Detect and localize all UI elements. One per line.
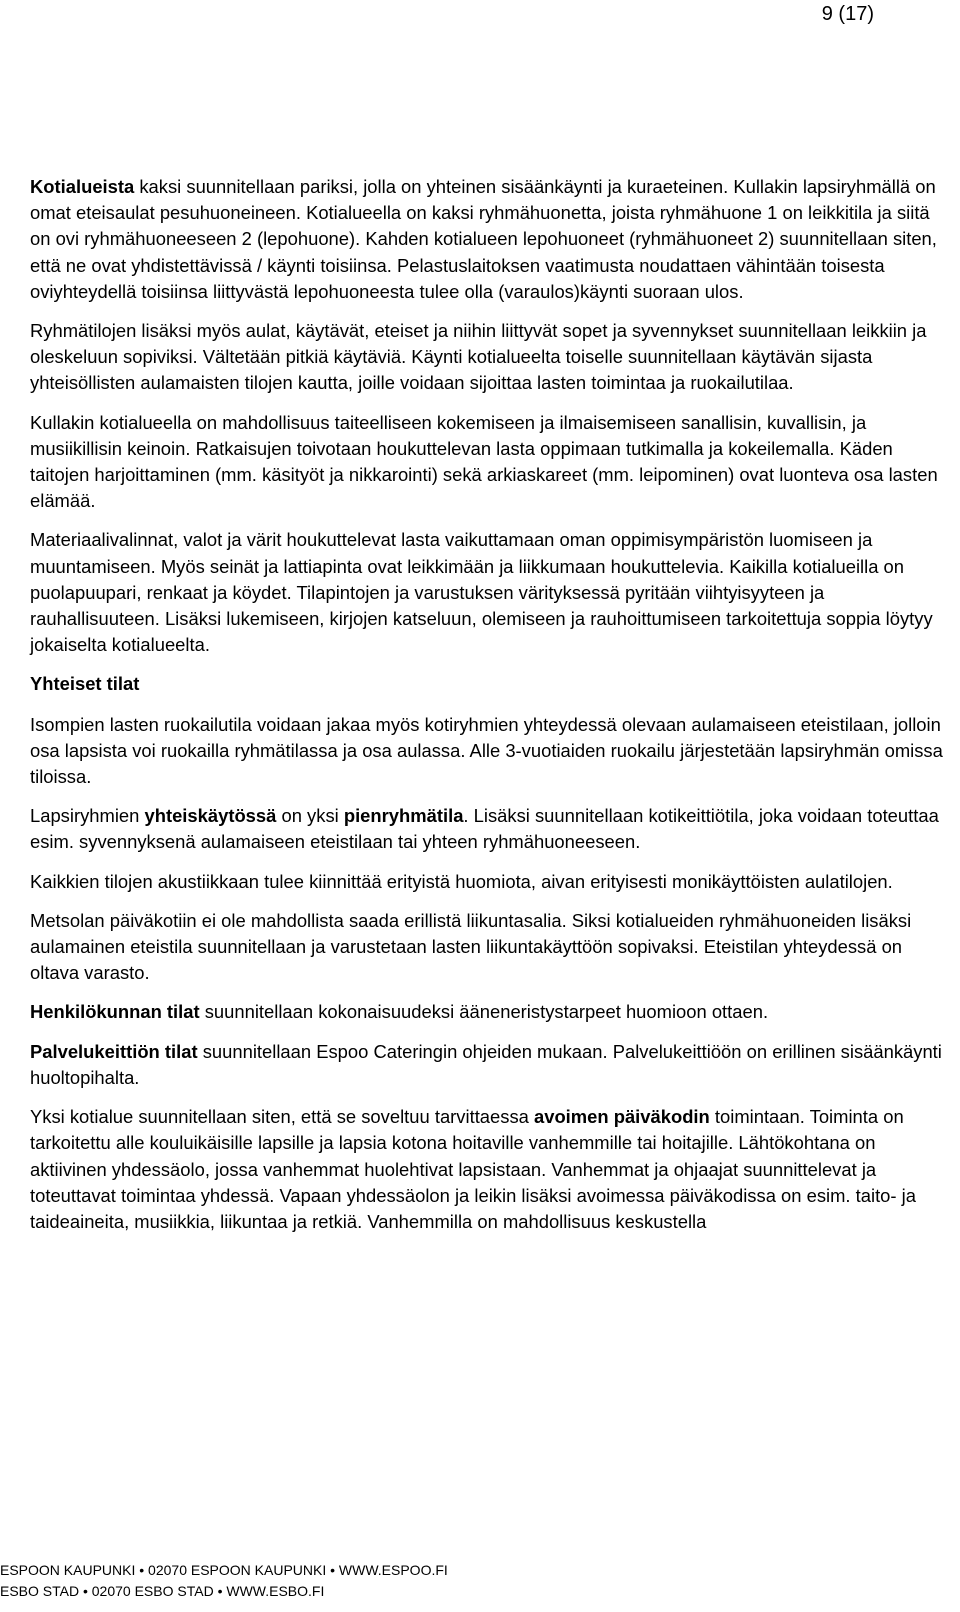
- paragraph-liikuntatila: [30, 908, 945, 987]
- paragraph-text: kaksi suunnitellaan pariksi, jolla on yhteinen sisäänkäynti ja kuraeteinen. Kullakin lapsiryhmällä on omat eteisaulat pesuhuoneineen. Kotialueella on kaksi ryhmähuonetta, joista ryhmähuone 1 on leikkitila ja siitä on ovi ryhmähuoneeseen 2 (lepohuone). Kahden kotialueen lepohuoneet (ryhmähuoneet 2) suunnitellaan siten, että ne ovat yhdistettävissä / käynti toisiinsa. Pelastuslaitoksen vaatimusta noudattaen vähintään toisesta oviyhteydellä toisiinsa liittyvästä lepohuoneesta tulee olla (varaulos)käynti suoraan ulos.: [30, 176, 937, 302]
- paragraph-text: suunnitellaan Espoo Cateringin ohjeiden mukaan. Palvelukeittiöön on erillinen sisäänkäynti huoltopihalta.: [30, 1040, 942, 1088]
- paragraph-text: Isompien lasten ruokailutila voidaan jakaa myös kotiryhmien yhteydessä olevaan aulamaiseen eteistilaan, jolloin osa lapsista voi ruokailla ryhmätilassa ja osa aulassa. Alle 3-vuotiaiden ruokailu järjestetään lapsiryhmän omissa tiloissa.: [30, 713, 943, 788]
- bold-term: yhteiskäytössä: [144, 805, 277, 827]
- paragraph-text: . Lisäksi suunnitellaan kotikeittiötila, joka voidaan toteuttaa esim. syvennyksenä aulamaiseen eteistilaan tai yhteen ryhmähuoneeseen.: [30, 805, 939, 853]
- paragraph-text: on yksi: [276, 805, 344, 827]
- paragraph-avoin-paivakoti: [30, 1104, 945, 1235]
- section-heading: Yhteiset tilat: [30, 673, 140, 695]
- paragraph-taiteellinen-kokeminen: [30, 410, 945, 515]
- paragraph-text: suunnitellaan kokonaisuudeksi ääneneristystarpeet huomioon ottaen.: [199, 1001, 769, 1023]
- footer-line-swedish: ESBO STAD • 02070 ESBO STAD • WWW.ESBO.FI: [0, 1583, 325, 1599]
- bold-term: Kotialueista: [30, 176, 135, 197]
- paragraph-text: Lapsiryhmien: [30, 805, 145, 827]
- page-footer: [0, 1560, 960, 1602]
- paragraphs-after-heading: [30, 712, 945, 1235]
- bold-term: avoimen päiväkodin: [533, 1106, 710, 1128]
- footer-line-finnish: ESPOON KAUPUNKI • 02070 ESPOON KAUPUNKI • WWW.ESPOO.FI: [0, 1562, 448, 1578]
- paragraph-ryhmatilat: [30, 318, 945, 397]
- bold-term: Palvelukeittiön tilat: [30, 1040, 198, 1062]
- paragraph-text: Metsolan päiväkotiin ei ole mahdollista saada erillistä liikuntasalia. Siksi kotialueiden ryhmähuoneiden lisäksi aulamainen eteistila suunnitellaan ja varustetaan lasten liikuntakäyttöön sopivaksi. Eteistilan yhteydessä on oltava varasto.: [30, 909, 912, 984]
- document-body: [30, 174, 945, 1248]
- bold-term: pienryhmätila: [343, 805, 464, 827]
- paragraph-text: Kullakin kotialueella on mahdollisuus taiteelliseen kokemiseen ja ilmaisemiseen sanallisin, kuvallisin, ja musiikillisin keinoin. Ratkaisujen toivotaan houkuttelevan lasta oppimaan tutkimalla ja kokeilemalla. Käden taitojen harjoittaminen (mm. käsityöt ja nikkarointi) sekä arkiaskareet (mm. leipominen) ovat luonteva osa lasten elämää.: [30, 411, 938, 512]
- paragraph-palvelukeittio: [30, 1039, 945, 1091]
- paragraph-akustiikka: [30, 869, 945, 895]
- paragraph-text: Materiaalivalinnat, valot ja värit houkuttelevat lasta vaikuttamaan oman oppimisympäristön luomiseen ja muuntamiseen. Myös seinät ja lattiapinta ovat leikkimään ja liikkumaan houkuttelevia. Kaikilla kotialueilla on puolapuupari, renkaat ja köydet. Tilapintojen ja varustuksen värityksessä pyritään viihtyisyyteen ja rauhallisuuteen. Lisäksi lukemiseen, kirjojen katseluun, olemiseen ja rauhoittumiseen tarkoitettuja soppia löytyy jokaiselta kotialueelta.: [30, 529, 933, 656]
- paragraph-text: Ryhmätilojen lisäksi myös aulat, käytävät, eteiset ja niihin liittyvät sopet ja syvennykset suunnitellaan leikkiin ja oleskeluun sopiviksi. Vältetään pitkiä käytäviä. Käynti kotialueelta toiselle suunnitellaan käytävän sijasta yhteisöllisten aulamaisten tilojen kautta, joille voidaan sijoittaa lasten toimintaa ja ruokailutilaa.: [30, 320, 927, 394]
- paragraph-text: Yksi kotialue suunnitellaan siten, että se soveltuu tarvittaessa: [30, 1106, 534, 1128]
- paragraph-kotialueista: [30, 174, 945, 305]
- paragraph-text: toimintaan. Toiminta on tarkoitettu alle kouluikäisille lapsille ja lapsia kotona hoitaville vanhemmille tai hoitajille. Lähtökohtana on aktiivinen yhdessäolo, jossa vanhemmat huolehtivat lapsistaan. Vanhemmat ja ohjaajat suunnittelevat ja toteuttavat toimintaa yhdessä. Vapaan yhdessäolon ja leikin lisäksi avoimessa päiväkodissa on esim. taito- ja taideaineita, musiikkia, liikuntaa ja retkiä. Vanhemmilla on mahdollisuus keskustella: [30, 1106, 916, 1232]
- bold-term: Henkilökunnan tilat: [30, 1001, 200, 1023]
- paragraph-henkilokunnan-tilat: [30, 999, 945, 1025]
- paragraph-materiaalivalinnat: [30, 527, 945, 658]
- page-number: 9 (17): [821, 3, 874, 25]
- paragraph-text: Kaikkien tilojen akustiikkaan tulee kiinnittää erityistä huomiota, aivan erityisesti monikäyttöisten aulatilojen.: [30, 870, 893, 892]
- paragraph-pienryhmatila: [30, 803, 945, 855]
- paragraph-ruokailutila: [30, 712, 945, 791]
- paragraphs-before-heading: [30, 174, 945, 658]
